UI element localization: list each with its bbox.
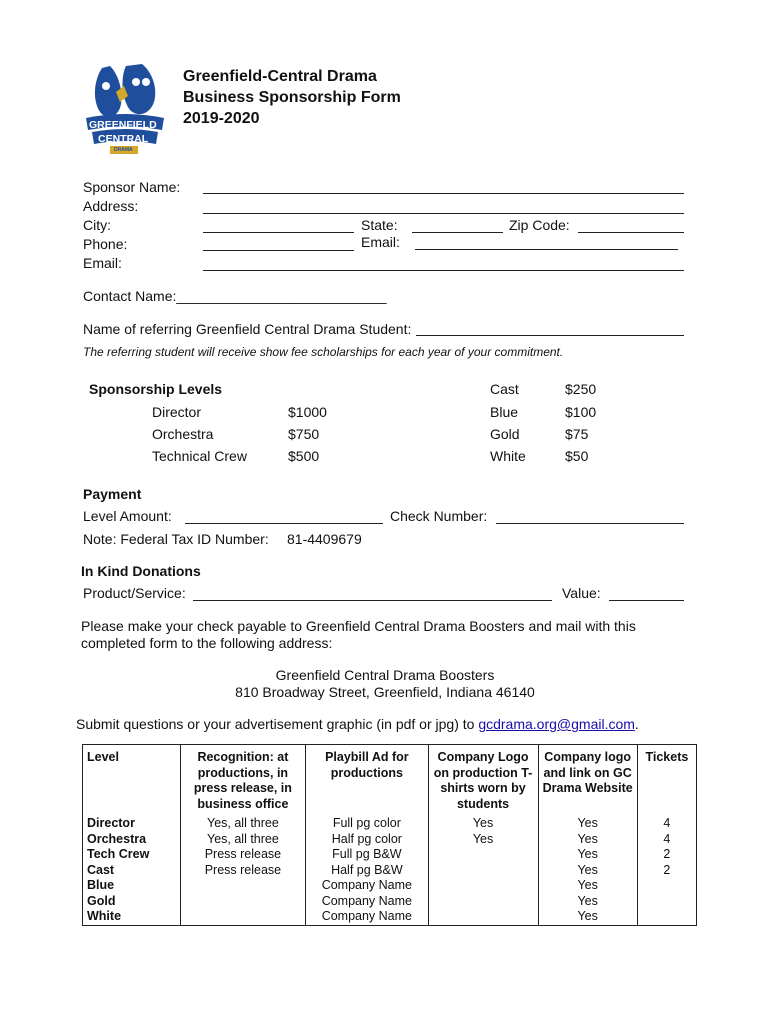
level-name-gold: Gold xyxy=(490,426,520,442)
table-cell: Press release xyxy=(180,863,306,879)
check-number-label: Check Number: xyxy=(390,508,488,524)
level-amount-orchestra: $750 xyxy=(288,426,320,442)
logo-text-greenfield: GREENFIELD xyxy=(89,119,157,131)
address-line-1: Greenfield Central Drama Boosters xyxy=(275,667,495,683)
logo-text-central: CENTRAL xyxy=(98,133,149,145)
table-cell: Yes xyxy=(538,909,637,925)
mailing-address xyxy=(0,667,770,701)
product-service-label: Product/Service: xyxy=(83,585,186,601)
table-cell: Yes xyxy=(538,863,637,879)
level-name-white: White xyxy=(490,448,526,464)
payment-heading: Payment xyxy=(83,486,142,502)
level-amount-gold: $75 xyxy=(565,426,589,442)
level-name-cast: Cast xyxy=(490,381,519,397)
level-amount-technical-crew: $500 xyxy=(288,448,320,464)
product-service-field[interactable] xyxy=(193,600,552,601)
table-cell: Company Name xyxy=(306,894,428,910)
table-cell xyxy=(637,878,696,894)
address-line-2: 810 Broadway Street, Greenfield, Indiana 46140 xyxy=(235,684,535,700)
table-cell: Yes, all three xyxy=(180,816,306,832)
table-cell: 2 xyxy=(637,863,696,879)
table-cell: Yes xyxy=(538,832,637,848)
benefits-table xyxy=(82,744,697,926)
table-cell: 2 xyxy=(637,847,696,863)
table-cell: Yes xyxy=(538,816,637,832)
title-line-3: 2019-2020 xyxy=(183,110,260,127)
submit-note xyxy=(76,716,639,732)
table-cell: Yes xyxy=(538,878,637,894)
table-cell: Orchestra xyxy=(83,832,181,848)
level-name-blue: Blue xyxy=(490,404,519,420)
table-cell xyxy=(428,863,538,879)
in-kind-heading: In Kind Donations xyxy=(81,563,201,579)
email-label: Email: xyxy=(83,255,122,271)
email-label-secondary: Email: xyxy=(361,234,400,250)
table-header: Recognition: at productions, in press release, in business office xyxy=(180,745,306,817)
phone-label: Phone: xyxy=(83,236,128,252)
contact-name-label[interactable]: Contact Name:___________________________ xyxy=(83,288,387,304)
level-amount-cast: $250 xyxy=(565,381,597,397)
table-cell xyxy=(428,878,538,894)
table-cell: Full pg color xyxy=(306,816,428,832)
table-cell: Half pg color xyxy=(306,832,428,848)
table-cell: Company Name xyxy=(306,878,428,894)
level-amount-blue: $100 xyxy=(565,404,597,420)
table-header-row xyxy=(83,745,697,817)
table-header: Level xyxy=(83,745,181,817)
level-name-director: Director xyxy=(152,404,202,420)
mail-instructions-line-1: Please make your check payable to Greenfield Central Drama Boosters and mail with this xyxy=(81,618,636,634)
table-header: Company logo and link on GC Drama Website xyxy=(538,745,637,817)
table-cell: Cast xyxy=(83,863,181,879)
table-cell xyxy=(428,909,538,925)
table-cell: Press release xyxy=(180,847,306,863)
table-header: Tickets xyxy=(637,745,696,817)
table-cell: Yes xyxy=(538,894,637,910)
table-cell: Yes xyxy=(428,832,538,848)
state-field[interactable] xyxy=(412,232,503,233)
mail-instructions-line-2: completed form to the following address: xyxy=(81,635,333,651)
table-cell: Half pg B&W xyxy=(306,863,428,879)
table-header: Playbill Ad for productions xyxy=(306,745,428,817)
sponsor-name-label: Sponsor Name: xyxy=(83,179,181,195)
mail-instructions xyxy=(81,618,636,652)
referring-student-field[interactable] xyxy=(416,335,684,336)
title-line-1: Greenfield-Central Drama xyxy=(183,68,377,85)
table-cell xyxy=(428,894,538,910)
level-name-orchestra: Orchestra xyxy=(152,426,214,442)
table-cell: Yes xyxy=(428,816,538,832)
table-cell: Yes xyxy=(538,847,637,863)
table-row xyxy=(83,909,697,925)
table-cell: Company Name xyxy=(306,909,428,925)
address-label: Address: xyxy=(83,198,139,214)
email-field[interactable] xyxy=(203,270,684,271)
value-field[interactable] xyxy=(609,600,684,601)
table-cell: Full pg B&W xyxy=(306,847,428,863)
table-cell: Director xyxy=(83,816,181,832)
table-cell: Tech Crew xyxy=(83,847,181,863)
table-header: Company Logo on production T-shirts worn by students xyxy=(428,745,538,817)
table-cell xyxy=(637,894,696,910)
submit-note-text: Submit questions or your advertisement graphic (in pdf or jpg) to xyxy=(76,716,479,732)
tax-id-label: Note: Federal Tax ID Number: xyxy=(83,531,269,547)
table-cell: 4 xyxy=(637,832,696,848)
table-cell xyxy=(180,909,306,925)
submit-note-suffix: . xyxy=(634,716,639,732)
tax-id-value: 81-4409679 xyxy=(287,531,362,547)
table-row xyxy=(83,863,697,879)
table-cell xyxy=(637,909,696,925)
sponsorship-levels-heading: Sponsorship Levels xyxy=(89,381,223,397)
level-amount-white: $50 xyxy=(565,448,589,464)
table-cell xyxy=(180,878,306,894)
referring-student-label: Name of referring Greenfield Central Drama Student: xyxy=(83,321,412,337)
city-field[interactable] xyxy=(203,232,354,233)
table-cell xyxy=(180,894,306,910)
check-number-field[interactable] xyxy=(496,523,684,524)
value-label: Value: xyxy=(562,585,601,601)
table-row xyxy=(83,816,697,832)
table-cell: Gold xyxy=(83,894,181,910)
level-name-technical-crew: Technical Crew xyxy=(152,448,247,464)
table-row xyxy=(83,894,697,910)
contact-email-link[interactable]: gcdrama.org@gmail.com xyxy=(478,716,635,732)
table-row xyxy=(83,847,697,863)
table-cell xyxy=(428,847,538,863)
level-amount-field[interactable] xyxy=(185,523,383,524)
level-amount-label: Level Amount: xyxy=(83,508,172,524)
state-label: State: xyxy=(361,217,398,233)
table-row xyxy=(83,832,697,848)
zip-code-field[interactable] xyxy=(578,232,684,233)
scholarship-note: The referring student will receive show fee scholarships for each year of your commitment. xyxy=(83,345,564,359)
table-cell: Blue xyxy=(83,878,181,894)
form-title xyxy=(183,66,401,129)
email-field-secondary[interactable] xyxy=(415,249,678,250)
table-cell: Yes, all three xyxy=(180,832,306,848)
title-line-2: Business Sponsorship Form xyxy=(183,89,401,106)
zip-code-label: Zip Code: xyxy=(509,217,570,233)
address-field[interactable] xyxy=(203,213,684,214)
city-label: City: xyxy=(83,217,111,233)
drama-masks-icon xyxy=(80,60,170,160)
table-row xyxy=(83,878,697,894)
sponsor-name-field[interactable] xyxy=(203,193,684,194)
table-cell: White xyxy=(83,909,181,925)
logo-text-drama: DRAMA xyxy=(114,147,133,153)
table-cell: 4 xyxy=(637,816,696,832)
phone-field[interactable] xyxy=(203,250,354,251)
level-amount-director: $1000 xyxy=(288,404,327,420)
school-logo xyxy=(80,60,170,160)
